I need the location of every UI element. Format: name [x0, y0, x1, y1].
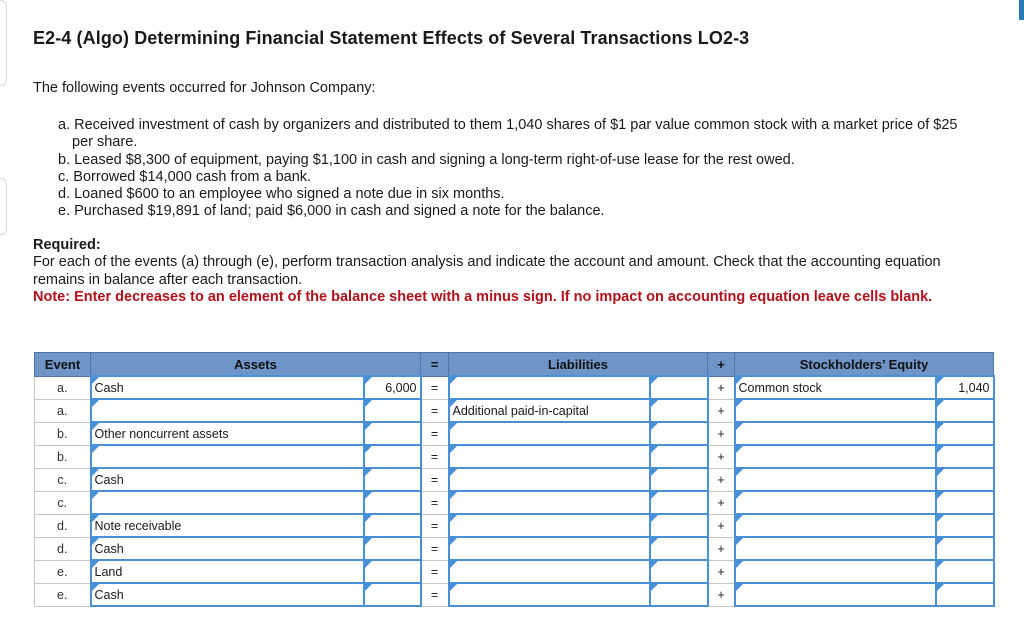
asset-amount-input[interactable] [364, 560, 421, 583]
table-row [35, 583, 994, 606]
event-list [58, 117, 958, 221]
asset-account-input[interactable] [91, 560, 364, 583]
dropdown-corner-icon [651, 515, 658, 522]
required-section [33, 237, 963, 306]
liability-amount-input[interactable] [650, 445, 708, 468]
table-row [35, 445, 994, 468]
dropdown-corner-icon [937, 515, 944, 522]
dropdown-corner-icon [651, 400, 658, 407]
equity-account-input[interactable] [735, 491, 936, 514]
liability-amount-input[interactable] [650, 422, 708, 445]
table-row [35, 376, 994, 399]
plus-sign: + [708, 491, 735, 514]
dropdown-corner-icon [92, 561, 99, 568]
event-item: e. Purchased $19,891 of land; paid $6,000 in cash and signed a note for the balance. [58, 203, 605, 220]
equity-amount-input[interactable] [936, 537, 994, 560]
equals-sign: = [421, 514, 449, 537]
table-row [35, 560, 994, 583]
event-label: e. [35, 560, 91, 583]
dropdown-corner-icon [92, 538, 99, 545]
dropdown-corner-icon [450, 561, 457, 568]
asset-amount-input[interactable] [364, 468, 421, 491]
equals-sign: = [421, 583, 449, 606]
asset-amount-input[interactable] [364, 514, 421, 537]
liability-amount-input[interactable] [650, 514, 708, 537]
dropdown-corner-icon [736, 400, 743, 407]
cell-value: 1,040 [958, 380, 990, 395]
plus-sign: + [708, 422, 735, 445]
dropdown-corner-icon [736, 515, 743, 522]
event-item: d. Loaned $600 to an employee who signed a note due in six months. [58, 186, 505, 203]
required-label: Required: [33, 237, 101, 253]
cell-value: 6,000 [385, 380, 417, 395]
dropdown-corner-icon [651, 377, 658, 384]
equity-amount-input[interactable] [936, 376, 994, 399]
dropdown-corner-icon [937, 469, 944, 476]
dropdown-corner-icon [450, 446, 457, 453]
equity-account-input[interactable] [735, 583, 936, 606]
asset-amount-input[interactable] [364, 422, 421, 445]
dropdown-corner-icon [365, 561, 372, 568]
asset-account-input[interactable] [91, 399, 364, 422]
cell-value: Note receivable [94, 518, 182, 533]
dropdown-corner-icon [736, 584, 743, 591]
liability-amount-input[interactable] [650, 399, 708, 422]
asset-amount-input[interactable] [364, 376, 421, 399]
header-liabilities: Liabilities [449, 353, 708, 377]
liability-account-input[interactable] [449, 491, 650, 514]
cell-value: Cash [94, 587, 124, 602]
intro-text: The following events occurred for Johnson Company: [33, 80, 376, 96]
asset-amount-input[interactable] [364, 491, 421, 514]
dropdown-corner-icon [92, 584, 99, 591]
equals-sign: = [421, 422, 449, 445]
equity-account-input[interactable] [735, 399, 936, 422]
equity-account-input[interactable] [735, 445, 936, 468]
equity-amount-input[interactable] [936, 422, 994, 445]
liability-amount-input[interactable] [650, 376, 708, 399]
header-equals: = [421, 353, 449, 377]
equity-amount-input[interactable] [936, 583, 994, 606]
equals-sign: = [421, 399, 449, 422]
equity-amount-input[interactable] [936, 445, 994, 468]
dropdown-corner-icon [365, 446, 372, 453]
equals-sign: = [421, 491, 449, 514]
event-item: a. Received investment of cash by organizers and distributed to them 1,040 shares of $1 par value common stock with a market price of $25 per share. [58, 117, 958, 151]
asset-account-input[interactable] [91, 491, 364, 514]
dropdown-corner-icon [450, 469, 457, 476]
dropdown-corner-icon [736, 469, 743, 476]
dropdown-corner-icon [937, 492, 944, 499]
table-row [35, 514, 994, 537]
liability-account-input[interactable] [449, 399, 650, 422]
required-text: For each of the events (a) through (e), perform transaction analysis and indicate the account and amount. Check that the accounting equation remains in balance after each transaction. [33, 254, 941, 288]
equals-sign: = [421, 445, 449, 468]
note-text: Note: Enter decreases to an element of the balance sheet with a minus sign. If no impact on accounting equation leave cells blank. [33, 288, 933, 305]
event-item: c. Borrowed $14,000 cash from a bank. [58, 168, 312, 185]
dropdown-corner-icon [651, 446, 658, 453]
dropdown-corner-icon [736, 446, 743, 453]
equity-account-input[interactable] [735, 376, 936, 399]
equity-amount-input[interactable] [936, 514, 994, 537]
dropdown-corner-icon [365, 423, 372, 430]
liability-amount-input[interactable] [650, 491, 708, 514]
asset-account-input[interactable] [91, 445, 364, 468]
dropdown-corner-icon [736, 377, 743, 384]
dropdown-corner-icon [450, 492, 457, 499]
equity-amount-input[interactable] [936, 560, 994, 583]
dropdown-corner-icon [450, 423, 457, 430]
dropdown-corner-icon [937, 561, 944, 568]
dropdown-corner-icon [92, 469, 99, 476]
event-label: a. [35, 376, 91, 399]
event-label: c. [35, 491, 91, 514]
equity-account-input[interactable] [735, 468, 936, 491]
asset-account-input[interactable] [91, 514, 364, 537]
equity-amount-input[interactable] [936, 491, 994, 514]
cell-value: Cash [94, 541, 124, 556]
table-row [35, 468, 994, 491]
plus-sign: + [708, 399, 735, 422]
dropdown-corner-icon [365, 538, 372, 545]
equity-account-input[interactable] [735, 537, 936, 560]
dropdown-corner-icon [651, 584, 658, 591]
plus-sign: + [708, 583, 735, 606]
cell-value: Common stock [738, 380, 822, 395]
liability-account-input[interactable] [449, 376, 650, 399]
event-item: b. Leased $8,300 of equipment, paying $1,100 in cash and signing a long-term right-of-use lease for the rest owed. [58, 151, 795, 168]
asset-account-input[interactable] [91, 583, 364, 606]
dropdown-corner-icon [450, 584, 457, 591]
event-label: b. [35, 445, 91, 468]
side-panel-tab [0, 178, 7, 235]
dropdown-corner-icon [450, 377, 457, 384]
dropdown-corner-icon [92, 492, 99, 499]
liability-amount-input[interactable] [650, 468, 708, 491]
dropdown-corner-icon [365, 492, 372, 499]
plus-sign: + [708, 445, 735, 468]
dropdown-corner-icon [92, 423, 99, 430]
event-label: e. [35, 583, 91, 606]
dropdown-corner-icon [937, 400, 944, 407]
liability-account-input[interactable] [449, 422, 650, 445]
plus-sign: + [708, 537, 735, 560]
equity-amount-input[interactable] [936, 399, 994, 422]
dropdown-corner-icon [937, 377, 944, 384]
asset-account-input[interactable] [91, 376, 364, 399]
dropdown-corner-icon [736, 561, 743, 568]
dropdown-corner-icon [450, 538, 457, 545]
cell-value: Other noncurrent assets [94, 426, 229, 441]
dropdown-corner-icon [450, 400, 457, 407]
side-panel-tab [0, 0, 7, 86]
cell-value: Cash [94, 380, 124, 395]
equals-sign: = [421, 560, 449, 583]
equity-amount-input[interactable] [936, 468, 994, 491]
dropdown-corner-icon [450, 515, 457, 522]
cell-value: Cash [94, 472, 124, 487]
asset-amount-input[interactable] [364, 537, 421, 560]
dropdown-corner-icon [651, 469, 658, 476]
plus-sign: + [708, 514, 735, 537]
dropdown-corner-icon [365, 469, 372, 476]
dropdown-corner-icon [365, 377, 372, 384]
dropdown-corner-icon [937, 423, 944, 430]
page-title: E2-4 (Algo) Determining Financial Statement Effects of Several Transactions LO2-3 [33, 28, 750, 48]
scrollbar-handle[interactable] [1019, 0, 1024, 20]
liability-account-input[interactable] [449, 560, 650, 583]
dropdown-corner-icon [365, 515, 372, 522]
dropdown-corner-icon [92, 515, 99, 522]
equity-account-input[interactable] [735, 560, 936, 583]
plus-sign: + [708, 560, 735, 583]
dropdown-corner-icon [365, 400, 372, 407]
asset-amount-input[interactable] [364, 445, 421, 468]
dropdown-corner-icon [92, 377, 99, 384]
header-assets: Assets [91, 353, 421, 377]
dropdown-corner-icon [365, 584, 372, 591]
plus-sign: + [708, 468, 735, 491]
event-label: c. [35, 468, 91, 491]
table-row [35, 491, 994, 514]
table-row [35, 537, 994, 560]
equals-sign: = [421, 468, 449, 491]
table-row [35, 422, 994, 445]
header-plus: + [708, 353, 735, 377]
cell-value: Additional paid-in-capital [452, 403, 589, 418]
dropdown-corner-icon [651, 492, 658, 499]
equals-sign: = [421, 537, 449, 560]
dropdown-corner-icon [651, 561, 658, 568]
asset-account-input[interactable] [91, 422, 364, 445]
dropdown-corner-icon [736, 423, 743, 430]
transaction-table [34, 352, 995, 607]
event-label: d. [35, 537, 91, 560]
dropdown-corner-icon [651, 423, 658, 430]
equity-account-input[interactable] [735, 422, 936, 445]
equals-sign: = [421, 376, 449, 399]
dropdown-corner-icon [651, 538, 658, 545]
dropdown-corner-icon [92, 400, 99, 407]
dropdown-corner-icon [937, 538, 944, 545]
dropdown-corner-icon [92, 446, 99, 453]
equity-account-input[interactable] [735, 514, 936, 537]
asset-amount-input[interactable] [364, 583, 421, 606]
dropdown-corner-icon [937, 584, 944, 591]
liability-account-input[interactable] [449, 468, 650, 491]
liability-amount-input[interactable] [650, 537, 708, 560]
event-label: a. [35, 399, 91, 422]
table-row [35, 399, 994, 422]
liability-account-input[interactable] [449, 445, 650, 468]
asset-account-input[interactable] [91, 537, 364, 560]
liability-account-input[interactable] [449, 583, 650, 606]
liability-account-input[interactable] [449, 537, 650, 560]
event-label: d. [35, 514, 91, 537]
header-equity: Stockholders’ Equity [735, 353, 994, 377]
cell-value: Land [94, 564, 123, 579]
liability-account-input[interactable] [449, 514, 650, 537]
asset-account-input[interactable] [91, 468, 364, 491]
header-event: Event [35, 353, 91, 377]
liability-amount-input[interactable] [650, 583, 708, 606]
liability-amount-input[interactable] [650, 560, 708, 583]
event-label: b. [35, 422, 91, 445]
asset-amount-input[interactable] [364, 399, 421, 422]
table-header-row [35, 353, 994, 377]
dropdown-corner-icon [937, 446, 944, 453]
dropdown-corner-icon [736, 538, 743, 545]
dropdown-corner-icon [736, 492, 743, 499]
plus-sign: + [708, 376, 735, 399]
